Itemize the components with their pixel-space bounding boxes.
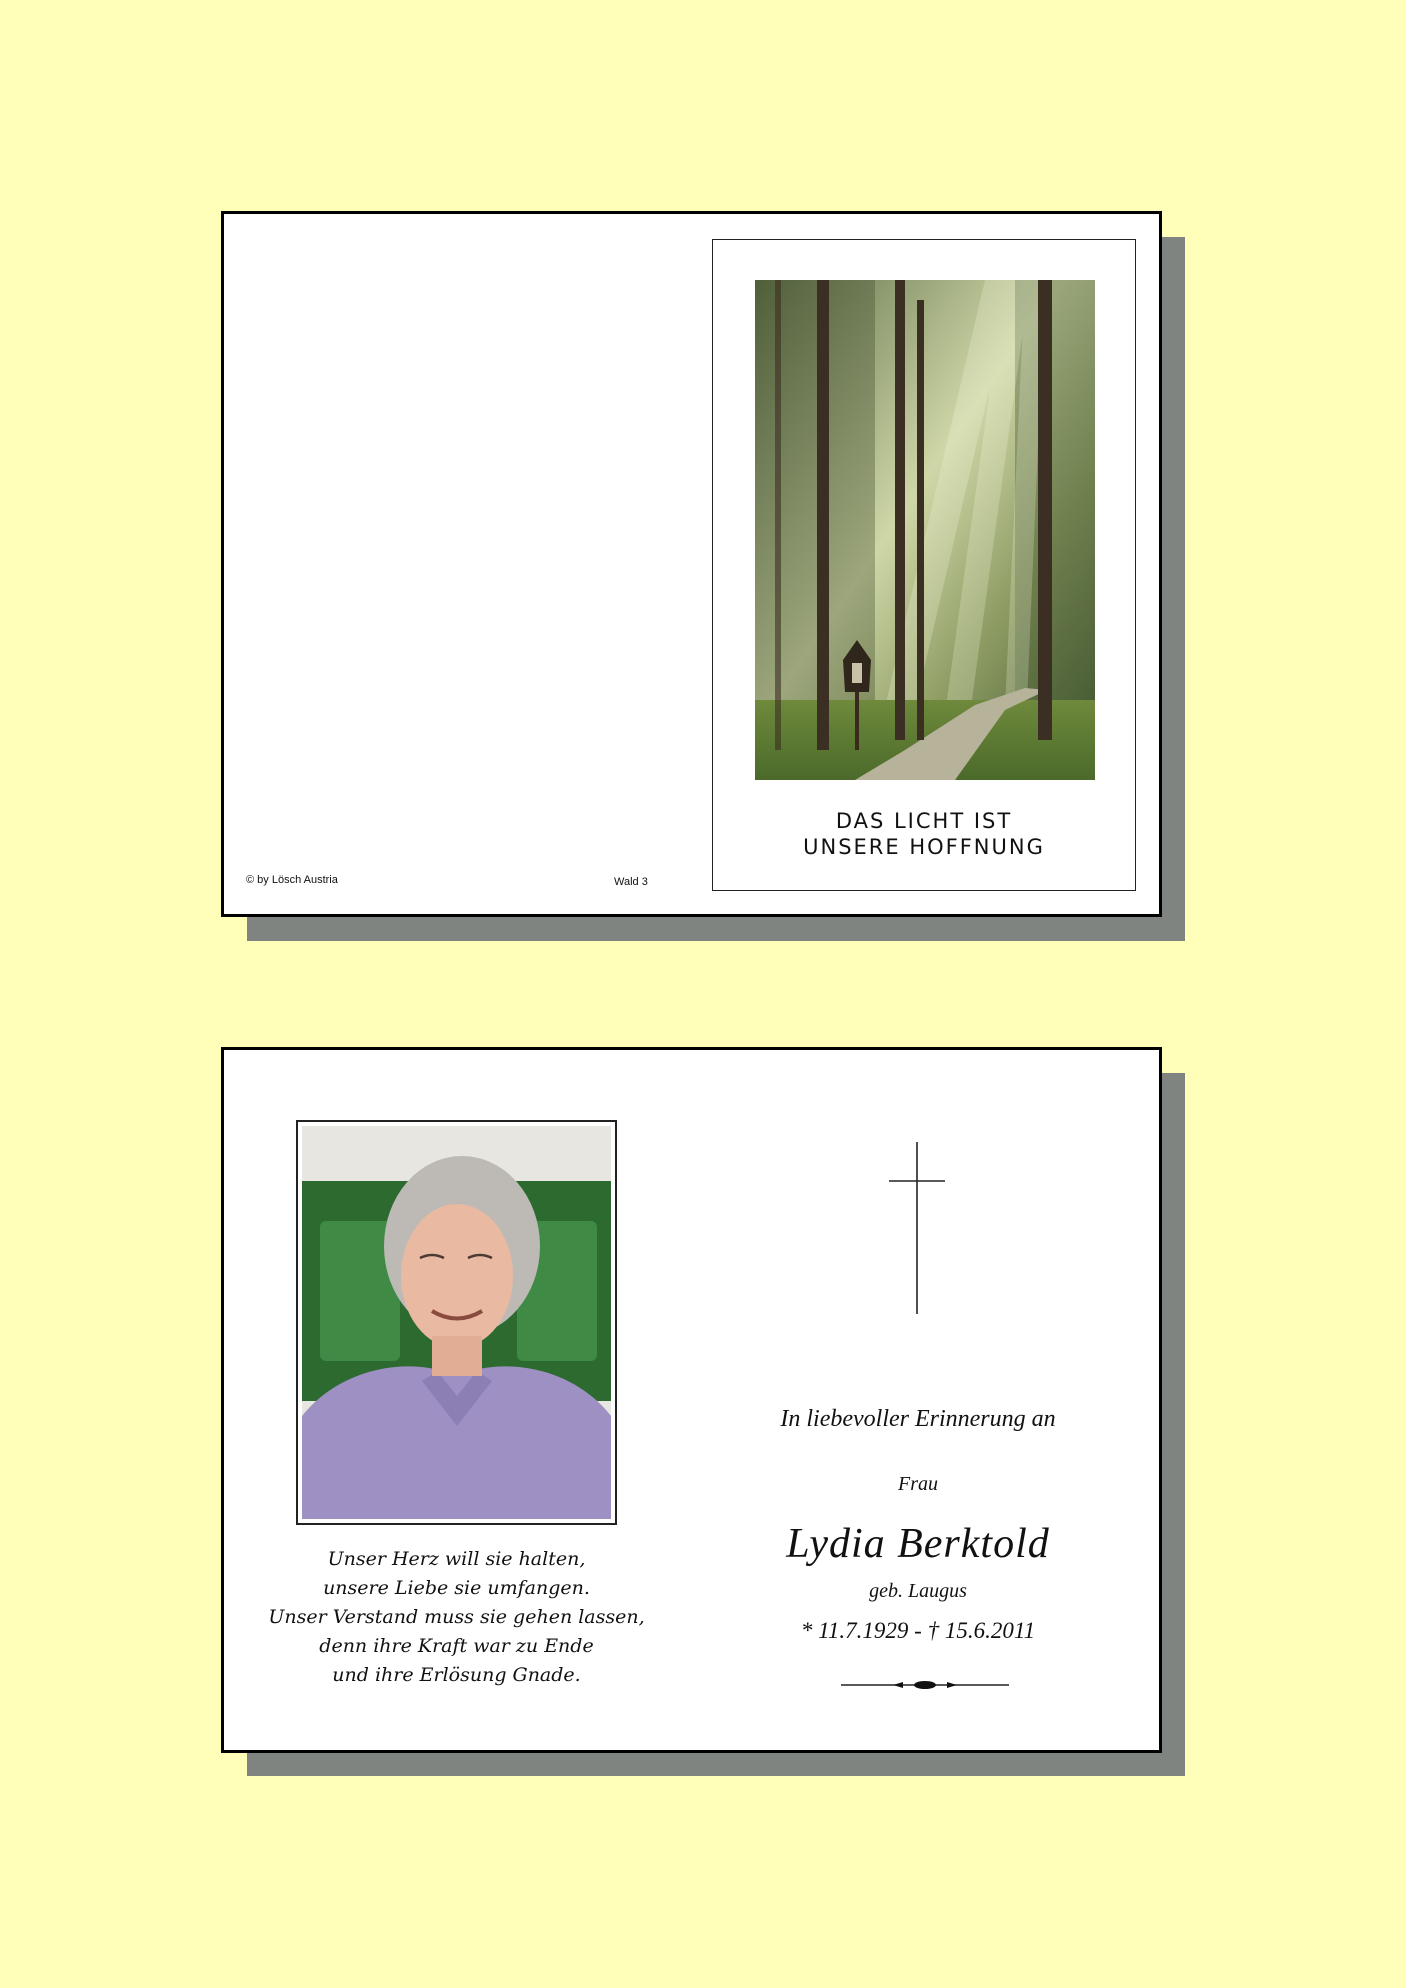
front-cover-panel — [712, 239, 1136, 891]
memorial-intro: In liebevoller Erinnerung an — [780, 1406, 1056, 1432]
portrait-photo — [302, 1126, 611, 1519]
portrait-frame — [296, 1120, 617, 1525]
deceased-name: Lydia Berktold — [786, 1521, 1050, 1567]
memorial-poem — [244, 1545, 669, 1690]
cover-motto-line-1: DAS LICHT IST — [835, 809, 1013, 833]
inner-card — [221, 1047, 1162, 1753]
forest-photo — [755, 280, 1095, 780]
copyright-note: © by Lösch Austria — [246, 874, 338, 886]
poem-line-4: denn ihre Kraft war zu Ende — [319, 1635, 594, 1657]
front-card — [221, 211, 1162, 917]
cover-motto-line-2: UNSERE HOFFNUNG — [803, 835, 1045, 859]
cross-icon — [889, 1142, 945, 1314]
salutation: Frau — [898, 1473, 938, 1495]
poem-line-5: und ihre Erlösung Gnade. — [332, 1664, 581, 1686]
maiden-name: geb. Laugus — [869, 1580, 967, 1602]
ornament-divider-icon — [841, 1678, 1009, 1692]
poem-line-2: unsere Liebe sie umfangen. — [323, 1577, 590, 1599]
poem-line-1: Unser Herz will sie halten, — [327, 1548, 586, 1570]
card-series-label: Wald 3 — [614, 876, 648, 888]
cover-motto — [713, 808, 1135, 860]
poem-line-3: Unser Verstand muss sie gehen lassen, — [268, 1606, 645, 1628]
life-dates: * 11.7.1929 - † 15.6.2011 — [800, 1618, 1036, 1643]
